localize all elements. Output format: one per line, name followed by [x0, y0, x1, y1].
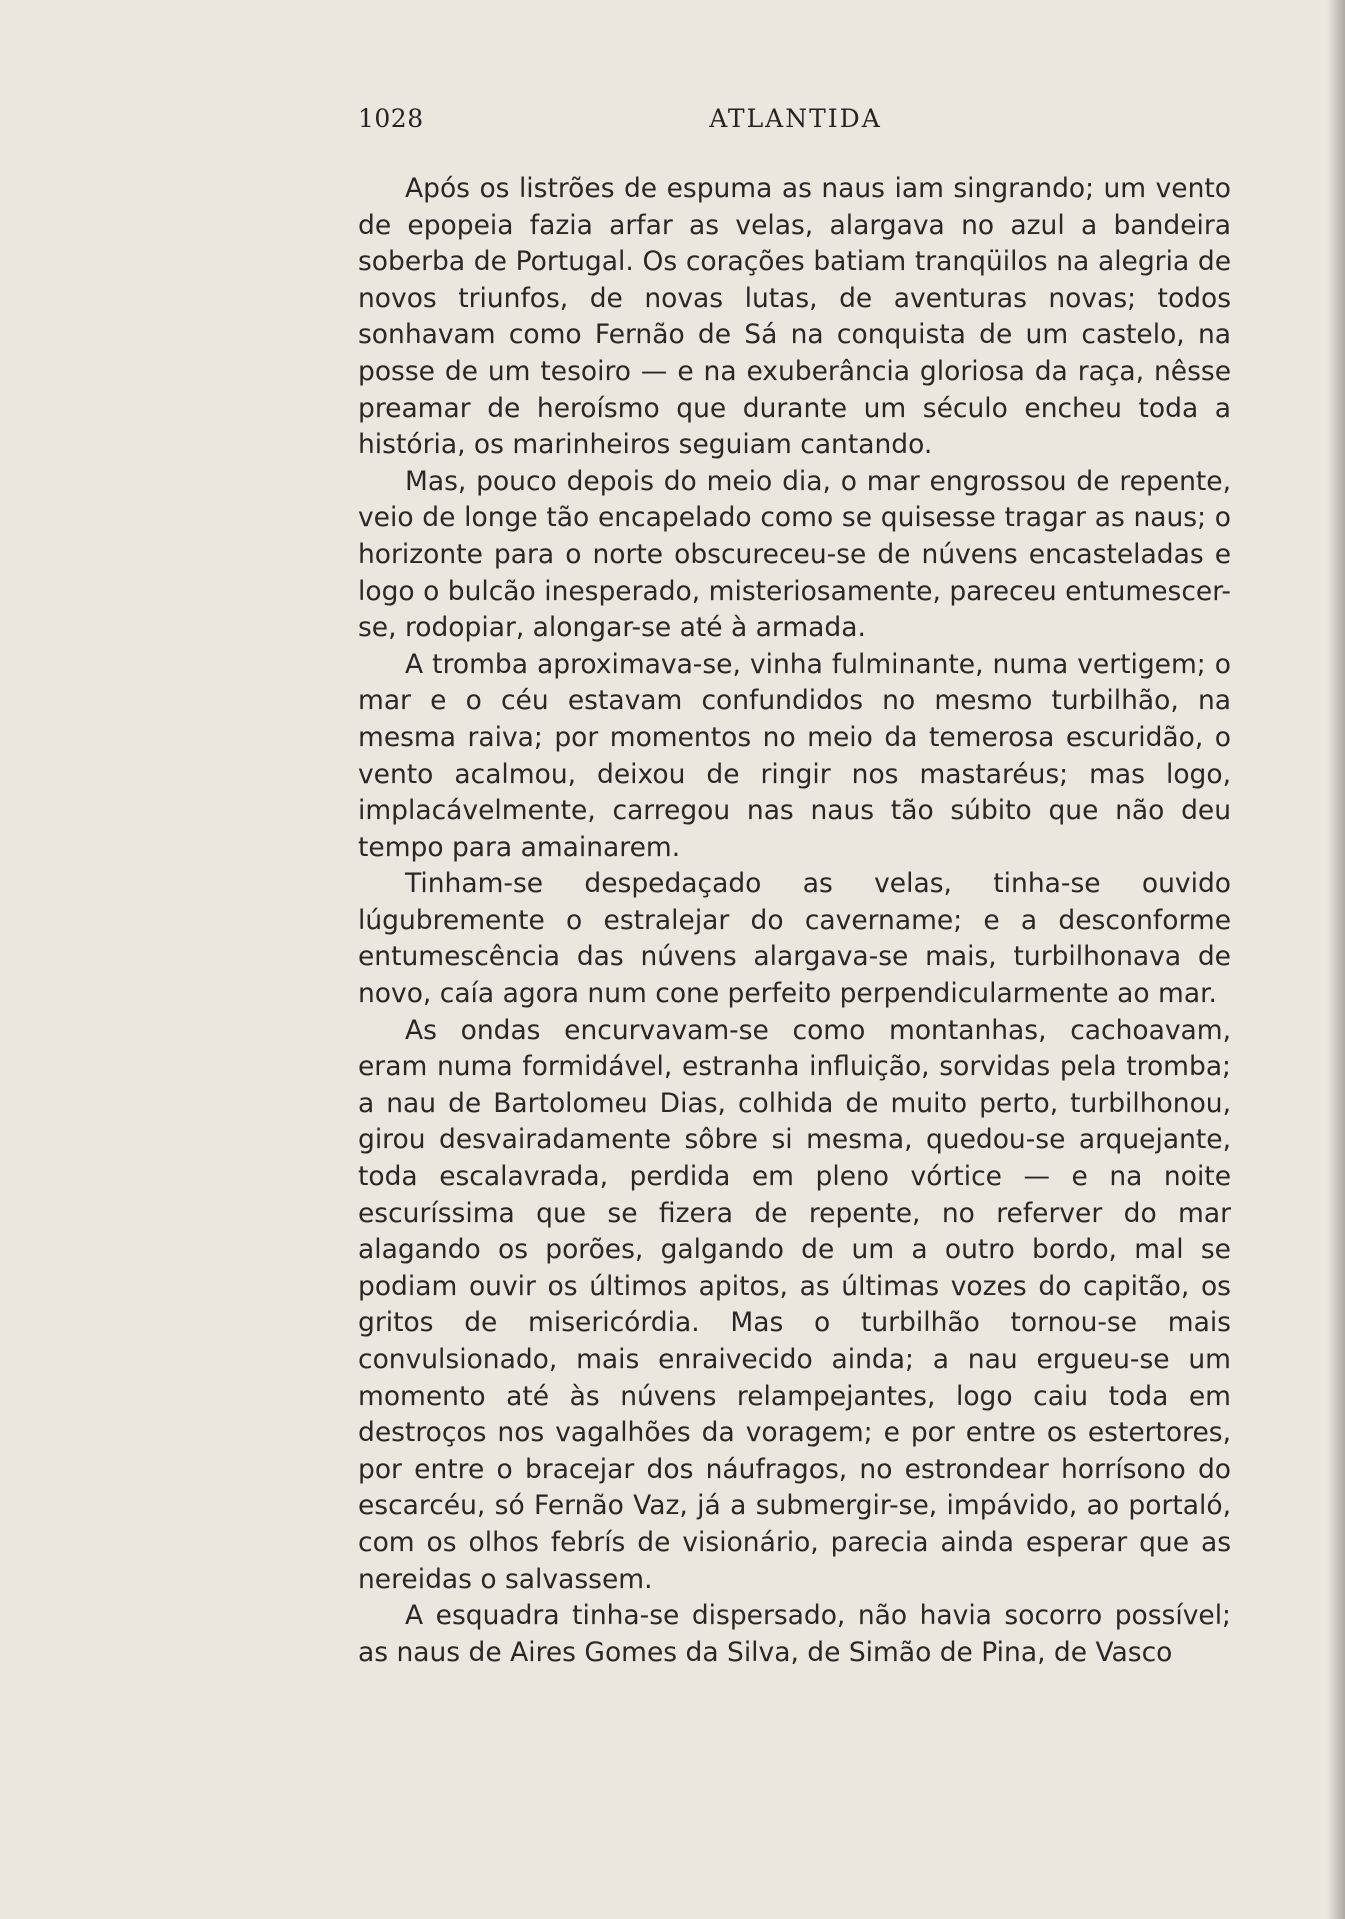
running-title: ATLANTIDA: [709, 104, 882, 133]
page-number: 1028: [358, 104, 424, 133]
paragraph: A esquadra tinha-se dispersado, não havia socorro possível; as naus de Aires Gomes da Silva, de Simão de Pina, de Vasco: [358, 1600, 1231, 1668]
page-edge-shadow: [1327, 0, 1345, 1919]
paragraph: Após os listrões de espuma as naus iam singrando; um vento de epopeia fazia arfar as velas, alargava no azul a bandeira soberba de Portugal. Os corações batiam tranqüilos na alegria de novos triunfos, de novas lutas, de aventuras novas; todos sonhavam como Fernão de Sá na conquista de um castelo, na posse de um tesoiro — e na exuberância gloriosa da raça, nêsse preamar de heroísmo que durante um século encheu toda a história, os marinheiros seguiam cantando.: [358, 173, 1231, 461]
paragraph: As ondas encurvavam-se como montanhas, cachoavam, eram numa formidável, estranha influição, sorvidas pela tromba; a nau de Bartolomeu Dias, colhida de muito perto, turbilhonou, girou desvairadamente sôbre si mesma, quedou-se arquejante, toda escalavrada, perdida em pleno vórtice — e na noite escuríssima que se fizera de repente, no referver do mar alagando os porões, galgando de um a outro bordo, mal se podiam ouvir os últimos apitos, as últimas vozes do capitão, os gritos de misericórdia. Mas o turbilhão tornou-se mais convulsionado, mais enraivecido ainda; a nau ergueu-se um momento até às núvens relampejantes, logo caiu toda em destroços nos vagalhões da voragem; e por entre os estertores, por entre o bracejar dos náufragos, no estrondear horrísono do escarcéu, só Fernão Vaz, já a submergir-se, impávido, ao portaló, com os olhos febrís de visionário, parecia ainda esperar que as nereidas o salvassem.: [358, 1014, 1231, 1595]
paragraph: Mas, pouco depois do meio dia, o mar engrossou de repente, veio de longe tão encapelado como se quisesse tragar as naus; o horizonte para o norte obscureceu-se de núvens encasteladas e logo o bulcão inesperado, misteriosamente, pareceu entumescer-se, rodopiar, alongar-se até à armada.: [358, 465, 1231, 644]
body-text: [358, 171, 1231, 1671]
paragraph: A tromba aproximava-se, vinha fulminante, numa vertigem; o mar e o céu estavam confundidos no mesmo turbilhão, na mesma raiva; por momentos no meio da temerosa escuridão, o vento acalmou, deixou de ringir nos mastaréus; mas logo, implacávelmente, carregou nas naus tão súbito que não deu tempo para amainarem.: [358, 648, 1231, 863]
page-header: [358, 104, 1233, 144]
paragraph: Tinham-se despedaçado as velas, tinha-se ouvido lúgubremente o estralejar do cavername; e a desconforme entumescência das núvens alargava-se mais, turbilhonava de novo, caía agora num cone perfeito perpendicularmente ao mar.: [358, 868, 1231, 1010]
